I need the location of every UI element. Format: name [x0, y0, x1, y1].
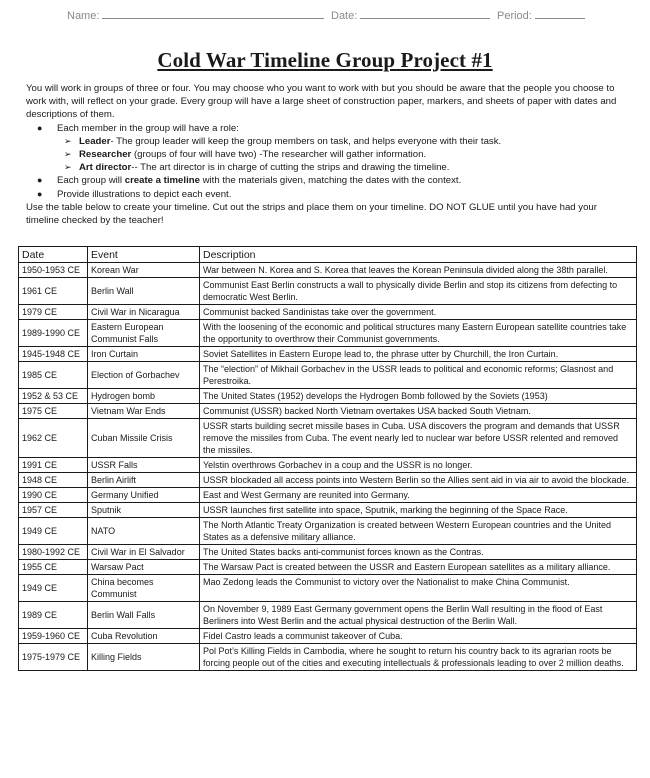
event-cell: Warsaw Pact [88, 560, 200, 575]
table-row [19, 503, 637, 518]
table-row [19, 458, 637, 473]
event-cell: Hydrogen bomb [88, 389, 200, 404]
table-row [19, 518, 637, 545]
description-cell: Yelstin overthrows Gorbachev in a coup and the USSR is no longer. [200, 458, 637, 473]
date-label: Date: [331, 10, 358, 22]
event-cell: China becomes Communist [88, 575, 200, 602]
role-researcher [26, 148, 626, 161]
event-cell: Killing Fields [88, 644, 200, 671]
date-cell: 1985 CE [19, 362, 88, 389]
role-name: Leader [79, 135, 111, 147]
date-cell: 1948 CE [19, 473, 88, 488]
table-row [19, 404, 637, 419]
timeline-table [18, 246, 637, 671]
event-cell: Berlin Wall Falls [88, 602, 200, 629]
closing-instructions: Use the table below to create your timeline. Cut out the strips and place them on your timeline. DO NOT GLUE until you have had your timeline checked by the teacher! [26, 201, 597, 227]
description-cell: Communist (USSR) backed North Vietnam overtakes USA backed South Vietnam. [200, 404, 637, 419]
role-art-director [26, 161, 626, 174]
description-cell: Soviet Satellites in Eastern Europe lead to, the phrase utter by Churchill, the Iron Curtain. [200, 347, 637, 362]
table-row [19, 629, 637, 644]
table-row [19, 362, 637, 389]
event-cell: Berlin Wall [88, 278, 200, 305]
role-leader [26, 135, 626, 148]
period-label: Period: [497, 10, 532, 22]
arrow-bullet-icon: ➢ [64, 162, 72, 173]
table-header-row [19, 247, 637, 263]
header-description: Description [200, 247, 637, 263]
event-cell: Germany Unified [88, 488, 200, 503]
table-row [19, 347, 637, 362]
description-cell: USSR launches first satellite into space, Sputnik, marking the beginning of the Space Race. [200, 503, 637, 518]
instructions [26, 82, 626, 227]
table-row [19, 278, 637, 305]
date-cell: 1949 CE [19, 518, 88, 545]
name-blank-line[interactable] [102, 8, 324, 19]
description-cell: War between N. Korea and S. Korea that leaves the Korean Peninsula divided along the 38th parallel. [200, 263, 637, 278]
name-label: Name: [67, 10, 100, 22]
description-cell: Fidel Castro leads a communist takeover of Cuba. [200, 629, 637, 644]
header-date: Date [19, 247, 88, 263]
date-cell: 1957 CE [19, 503, 88, 518]
timeline-rows [19, 263, 637, 671]
date-field[interactable] [331, 8, 490, 22]
description-cell: Communist East Berlin constructs a wall to physically divide Berlin and stop its citizens from defecting to democratic West Berlin. [200, 278, 637, 305]
description-cell: The United States backs anti-communist forces known as the Contras. [200, 545, 637, 560]
event-cell: Civil War in El Salvador [88, 545, 200, 560]
table-row [19, 488, 637, 503]
event-cell: Cuba Revolution [88, 629, 200, 644]
period-field[interactable] [497, 8, 585, 22]
date-cell: 1945-1948 CE [19, 347, 88, 362]
table-row [19, 320, 637, 347]
event-cell: Berlin Airlift [88, 473, 200, 488]
date-cell: 1979 CE [19, 305, 88, 320]
description-cell: The United States (1952) develops the Hydrogen Bomb followed by the Soviets (1953) [200, 389, 637, 404]
table-row [19, 389, 637, 404]
description-cell: Pol Pot’s Killing Fields in Cambodia, where he sought to return his country back to its agrarian roots be forcing people out of the cities and executing intellectuals & professionals leading to over 2 million deaths. [200, 644, 637, 671]
description-cell: On November 9, 1989 East Germany government opens the Berlin Wall resulting in the flood of East Berliners into West Berlin and the actual physical destruction of the Berlin Wall. [200, 602, 637, 629]
role-name: Researcher [79, 149, 132, 161]
intro-paragraph: You will work in groups of three or four. You may choose who you want to work with but you should be aware that the people you choose to work with, will reflect on your grade. Every group will have a large sheet of construction paper, markers, and sheets of paper with dates and descriptions of them. [26, 83, 617, 121]
description-cell: The North Atlantic Treaty Organization is created between Western European countries and the United States as a defensive military alliance. [200, 518, 637, 545]
page-title: Cold War Timeline Group Project #1 [157, 48, 493, 72]
table-row [19, 419, 637, 458]
date-cell: 1962 CE [19, 419, 88, 458]
event-cell: Cuban Missile Crisis [88, 419, 200, 458]
description-cell: USSR blockaded all access points into Western Berlin so the Allies sent aid in via air to avoid the blockade. [200, 473, 637, 488]
event-cell: Election of Gorbachev [88, 362, 200, 389]
event-cell: Civil War in Nicaragua [88, 305, 200, 320]
date-cell: 1959-1960 CE [19, 629, 88, 644]
date-cell: 1949 CE [19, 575, 88, 602]
description-cell: With the loosening of the economic and political structures many Eastern European satellite countries take the opportunity to overthrow their Communist governments. [200, 320, 637, 347]
bullet-create-timeline: ● Each group will create a timeline with the materials given, matching the dates with the context. [37, 175, 462, 187]
table-row [19, 602, 637, 629]
date-cell: 1975 CE [19, 404, 88, 419]
bullet-icon: ● [37, 122, 43, 133]
name-field[interactable] [67, 8, 324, 22]
header-event: Event [88, 247, 200, 263]
event-cell: NATO [88, 518, 200, 545]
description-cell: USSR starts building secret missile bases in Cuba. USA discovers the program and demands that USSR remove the missiles from Cuba. The event nearly led to nuclear war before USSR relented and removed the missiles. [200, 419, 637, 458]
event-cell: Vietnam War Ends [88, 404, 200, 419]
arrow-bullet-icon: ➢ [64, 135, 72, 146]
role-name: Art director [79, 162, 132, 174]
table-row [19, 545, 637, 560]
description-cell: Mao Zedong leads the Communist to victory over the Nationalist to make China Communist. [200, 575, 637, 602]
date-cell: 1989-1990 CE [19, 320, 88, 347]
date-cell: 1990 CE [19, 488, 88, 503]
description-cell: The Warsaw Pact is created between the USSR and Eastern European satellites as a military alliance. [200, 560, 637, 575]
date-cell: 1950-1953 CE [19, 263, 88, 278]
table-row [19, 644, 637, 671]
bullet-illustrations: ● Provide illustrations to depict each event. [37, 188, 232, 200]
date-cell: 1961 CE [19, 278, 88, 305]
description-cell: Communist backed Sandinistas take over the government. [200, 305, 637, 320]
event-cell: Sputnik [88, 503, 200, 518]
bullet-icon: ● [37, 188, 43, 199]
event-cell: Eastern European Communist Falls [88, 320, 200, 347]
table-row [19, 560, 637, 575]
bullet-icon: ● [37, 175, 43, 186]
date-blank-line[interactable] [360, 8, 490, 19]
date-cell: 1989 CE [19, 602, 88, 629]
table-row [19, 575, 637, 602]
date-cell: 1955 CE [19, 560, 88, 575]
event-cell: Korean War [88, 263, 200, 278]
date-cell: 1952 & 53 CE [19, 389, 88, 404]
table-row [19, 305, 637, 320]
arrow-bullet-icon: ➢ [64, 149, 72, 160]
role-text: - The group leader will keep the group members on task, and helps everyone with their task. [110, 135, 502, 147]
bullet-roles: ● Each member in the group will have a role: [37, 122, 239, 134]
date-cell: 1980-1992 CE [19, 545, 88, 560]
description-cell: The “election” of Mikhail Gorbachev in the USSR leads to political and economic reforms; Glasnost and Perestroika. [200, 362, 637, 389]
description-cell: East and West Germany are reunited into Germany. [200, 488, 637, 503]
event-cell: USSR Falls [88, 458, 200, 473]
role-text: (groups of four will have two) -The researcher will gather information. [131, 149, 427, 161]
period-blank-line[interactable] [535, 8, 585, 19]
date-cell: 1975-1979 CE [19, 644, 88, 671]
date-cell: 1991 CE [19, 458, 88, 473]
event-cell: Iron Curtain [88, 347, 200, 362]
table-row [19, 263, 637, 278]
table-row [19, 473, 637, 488]
role-text: -- The art director is in charge of cutting the strips and drawing the timeline. [131, 162, 450, 174]
